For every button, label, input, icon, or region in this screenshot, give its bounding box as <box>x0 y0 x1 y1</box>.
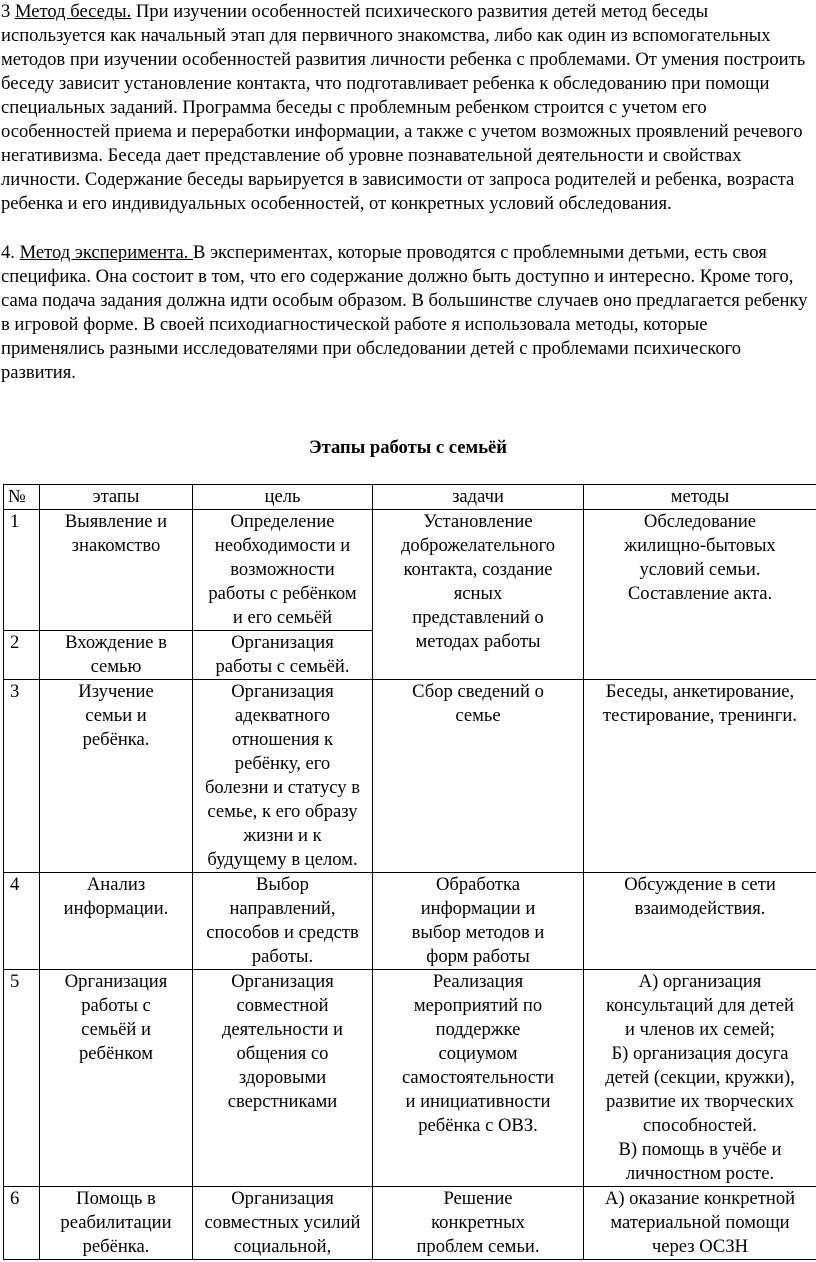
cell-text-line: Организация <box>64 971 168 992</box>
cell-text-line: ребёнком <box>78 1043 153 1064</box>
cell-methods <box>584 510 816 680</box>
cell-text-line: социальной, <box>233 1236 332 1257</box>
table-row <box>4 1187 816 1260</box>
family-work-stages-table <box>3 484 816 1260</box>
cell-text-line: Вхождение в <box>65 632 167 653</box>
cell-text-line: мероприятий по <box>413 995 543 1016</box>
cell-text-line: Помощь в <box>76 1188 156 1209</box>
table-row <box>4 873 816 970</box>
cell-text-line: тестирование, тренинги. <box>603 705 797 726</box>
cell-text-line: семье, к его образу <box>207 801 358 822</box>
cell-text-line: личностном росте. <box>625 1163 775 1184</box>
cell-text-line: и его семьёй <box>232 607 333 628</box>
cell-tasks <box>373 970 584 1187</box>
cell-stage <box>40 510 193 631</box>
cell-methods <box>584 873 816 970</box>
cell-text-line: детей (секции, кружки), <box>605 1067 795 1088</box>
cell-text-line: условий семьи. <box>639 559 761 580</box>
cell-text-line: проблем семьи. <box>416 1236 540 1257</box>
cell-text-line: взаимодействия. <box>634 898 766 919</box>
cell-text-line: В) помощь в учёбе и <box>618 1139 782 1160</box>
cell-methods <box>584 1187 816 1260</box>
cell-text-line: будущему в целом. <box>207 849 358 870</box>
cell-text-line: болезни и статусу в <box>204 777 361 798</box>
cell-tasks <box>373 1187 584 1260</box>
method-title: Метод беседы. <box>14 1 132 22</box>
cell-text-line: выбор методов и <box>411 922 545 943</box>
cell-text-line: здоровыми <box>238 1067 327 1088</box>
table-row <box>4 970 816 1187</box>
cell-text-line: реабилитации <box>60 1212 172 1233</box>
cell-text-line: Обследование <box>643 511 757 532</box>
cell-text-line: консультаций для детей <box>606 995 794 1016</box>
cell-text-line: Составление акта. <box>627 583 773 604</box>
cell-text-line: Реализация <box>432 971 524 992</box>
cell-text-line: развитие их творческих <box>605 1091 794 1112</box>
paragraph-text: В экспериментах, которые проводятся с проблемными детьми, есть своя специфика. Она состоит в том, что его содержание должно быть доступно и интересно. Кроме того, сама подача задания должна идти особым образом. В большинстве случаев оно предлагается ребенку в игровой форме. В своей психодиагностической работе я использовала методы, которые применялись разными исследователями при обследовании детей с проблемами психического развития. <box>1 242 808 383</box>
cell-text-line: совместных усилий <box>204 1212 361 1233</box>
cell-text-line: информации. <box>63 898 169 919</box>
cell-stage <box>40 873 193 970</box>
cell-text-line: отношения к <box>231 729 334 750</box>
cell-text-line: Организация <box>231 971 334 992</box>
cell-stage <box>40 680 193 873</box>
paragraph-method-conversation <box>0 0 816 216</box>
cell-text-line: Изучение <box>78 681 154 702</box>
cell-text-line: способностей. <box>643 1115 757 1136</box>
cell-number: 5 <box>4 970 40 1187</box>
cell-tasks <box>373 680 584 873</box>
cell-tasks <box>373 510 584 680</box>
header-number: № <box>4 485 40 510</box>
cell-methods <box>584 680 816 873</box>
cell-goal <box>193 510 373 631</box>
table-title: Этапы работы с семьёй <box>308 437 508 458</box>
cell-goal <box>193 631 373 680</box>
header-tasks: задачи <box>373 485 584 510</box>
cell-text-line: представлений о <box>412 607 544 628</box>
cell-text-line: через ОСЗН <box>651 1236 749 1257</box>
cell-text-line: общения со <box>236 1043 329 1064</box>
cell-text-line: Беседы, анкетирование, <box>605 681 795 702</box>
cell-text-line: Организация <box>231 681 334 702</box>
cell-number: 4 <box>4 873 40 970</box>
cell-methods <box>584 970 816 1187</box>
cell-text-line: материальной помощи <box>610 1212 790 1233</box>
cell-text-line: работы с <box>81 995 151 1016</box>
cell-text-line: Организация <box>231 632 334 653</box>
cell-text-line: Выявление и <box>64 511 168 532</box>
cell-number: 2 <box>4 631 40 680</box>
cell-text-line: жизни и к <box>243 825 322 846</box>
cell-text-line: совместной <box>236 995 329 1016</box>
cell-text-line: семьи и <box>85 705 147 726</box>
cell-text-line: Решение <box>443 1188 513 1209</box>
cell-stage <box>40 970 193 1187</box>
cell-text-line: А) организация <box>638 971 762 992</box>
cell-text-line: контакта, создание <box>403 559 553 580</box>
cell-text-line: ясных <box>453 583 503 604</box>
cell-tasks <box>373 873 584 970</box>
cell-text-line: и членов их семей; <box>625 1019 775 1040</box>
cell-text-line: Организация <box>231 1188 334 1209</box>
cell-text-line: способов и средств <box>206 922 359 943</box>
cell-text-line: жилищно-бытовых <box>624 535 776 556</box>
cell-text-line: и инициативности <box>405 1091 551 1112</box>
cell-goal <box>193 873 373 970</box>
cell-text-line: Определение <box>230 511 335 532</box>
table-header-row <box>4 485 816 510</box>
cell-text-line: информации и <box>420 898 536 919</box>
cell-text-line: семьёй и <box>81 1019 151 1040</box>
header-methods: методы <box>584 485 816 510</box>
cell-goal <box>193 1187 373 1260</box>
cell-text-line: работы. <box>251 946 314 967</box>
paragraph-number: 3 <box>1 1 15 22</box>
cell-text-line: самостоятельности <box>401 1067 555 1088</box>
cell-number: 3 <box>4 680 40 873</box>
cell-text-line: ребёнку, его <box>234 753 331 774</box>
cell-text-line: возможности <box>230 559 335 580</box>
cell-goal <box>193 970 373 1187</box>
cell-text-line: доброжелательного <box>400 535 556 556</box>
cell-text-line: адекватного <box>234 705 331 726</box>
cell-text-line: социумом <box>438 1043 518 1064</box>
cell-text-line: Обработка <box>435 874 521 895</box>
cell-number: 1 <box>4 510 40 631</box>
cell-goal <box>193 680 373 873</box>
cell-text-line: поддержке <box>435 1019 521 1040</box>
cell-text-line: ребёнка. <box>82 729 150 750</box>
cell-text-line: Обсуждение в сети <box>624 874 776 895</box>
cell-text-line: методах работы <box>415 631 541 652</box>
cell-text-line: Анализ <box>86 874 146 895</box>
header-stages: этапы <box>40 485 193 510</box>
cell-text-line: конкретных <box>431 1212 525 1233</box>
cell-stage <box>40 631 193 680</box>
cell-text-line: ребёнка. <box>82 1236 150 1257</box>
cell-text-line: форм работы <box>426 946 530 967</box>
cell-text-line: Сбор сведений о <box>412 681 544 702</box>
method-title: Метод эксперимента. <box>19 242 194 263</box>
paragraph-method-experiment <box>0 241 816 385</box>
header-goal: цель <box>193 485 373 510</box>
cell-text-line: сверстниками <box>227 1091 338 1112</box>
cell-text-line: работы с ребёнком <box>208 583 357 604</box>
cell-text-line: работы с семьёй. <box>215 656 350 677</box>
cell-text-line: деятельности и <box>221 1019 344 1040</box>
cell-text-line: А) оказание конкретной <box>604 1188 796 1209</box>
cell-number: 6 <box>4 1187 40 1260</box>
cell-text-line: семью <box>90 656 142 677</box>
cell-text-line: семье <box>455 705 501 726</box>
cell-text-line: Б) организация досуга <box>611 1043 789 1064</box>
cell-text-line: ребёнка с ОВЗ. <box>418 1115 538 1136</box>
table-row <box>4 510 816 631</box>
cell-text-line: Выбор <box>256 874 309 895</box>
paragraph-text: При изучении особенностей психического развития детей метод беседы используется как начальный этап для первичного знакомства, либо как один из вспомогательных методов при изучении особенностей развития личности ребенка с проблемами. От умения построить беседу зависит установление контакта, что подготавливает ребенка к обследованию при помощи специальных заданий. Программа беседы с проблемным ребенком строится с учетом его особенностей приема и переработки информации, а также с учетом возможных проявлений речевого негативизма. Беседа дает представление об уровне познавательной деятельности и свойствах личности. Содержание беседы варьируется в зависимости от запроса родителей и ребенка, возраста ребенка и его индивидуальных особенностей, от конкретных условий обследования. <box>1 1 806 214</box>
cell-text-line: направлений, <box>229 898 336 919</box>
paragraph-number: 4. <box>1 242 20 263</box>
cell-text-line: знакомство <box>71 535 161 556</box>
cell-text-line: необходимости и <box>214 535 351 556</box>
cell-text-line: Установление <box>423 511 533 532</box>
table-row <box>4 680 816 873</box>
cell-stage <box>40 1187 193 1260</box>
